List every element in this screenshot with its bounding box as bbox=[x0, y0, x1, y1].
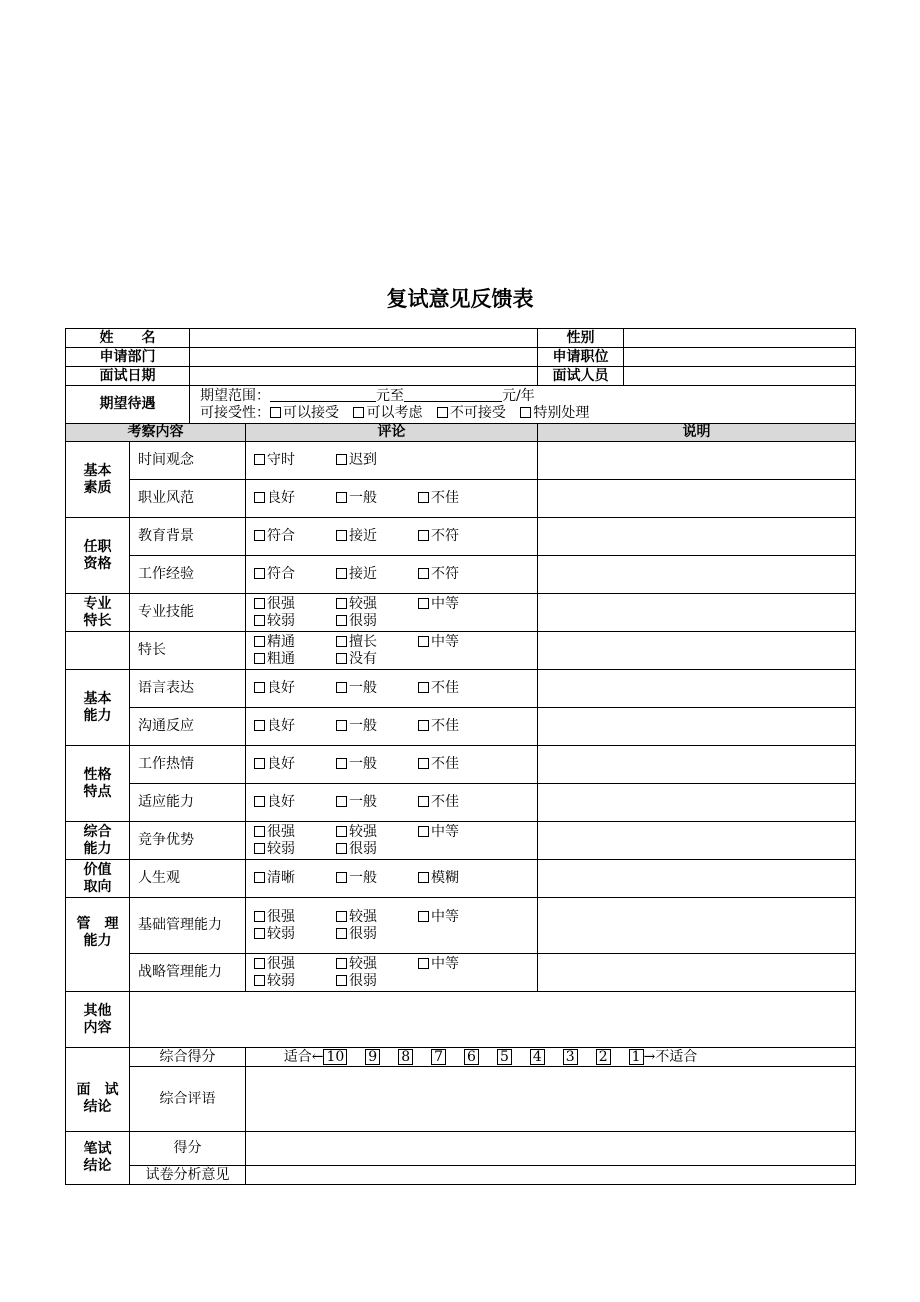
checkbox[interactable] bbox=[254, 636, 265, 647]
option-label: 不符 bbox=[431, 566, 459, 582]
item-lang: 语言表达 bbox=[130, 670, 246, 708]
position-label: 申请职位 bbox=[538, 348, 624, 367]
note-cell[interactable] bbox=[538, 480, 856, 518]
checkbox[interactable] bbox=[336, 454, 347, 465]
checkbox[interactable] bbox=[418, 796, 429, 807]
checkbox[interactable] bbox=[418, 826, 429, 837]
gender-field[interactable] bbox=[624, 329, 856, 348]
score-option[interactable]: 4 bbox=[530, 1049, 545, 1065]
item-comm: 沟通反应 bbox=[130, 708, 246, 746]
checkbox[interactable] bbox=[336, 720, 347, 731]
checkbox[interactable] bbox=[254, 492, 265, 503]
salary-field bbox=[190, 386, 856, 424]
note-cell[interactable] bbox=[538, 632, 856, 670]
yuan-year: 元/年 bbox=[502, 387, 535, 404]
section-written-conclusion: 笔试结论 bbox=[66, 1132, 130, 1185]
checkbox[interactable] bbox=[254, 928, 265, 939]
date-field[interactable] bbox=[190, 367, 538, 386]
checkbox[interactable] bbox=[254, 568, 265, 579]
salary-label: 期望待遇 bbox=[66, 386, 190, 424]
note-cell[interactable] bbox=[538, 442, 856, 480]
checkbox[interactable] bbox=[336, 911, 347, 922]
opts-basic-mgmt bbox=[246, 898, 538, 954]
option-label: 良好 bbox=[267, 680, 295, 696]
option-label: 很强 bbox=[267, 823, 295, 840]
checkbox[interactable] bbox=[336, 530, 347, 541]
accept-label: 可接受性： bbox=[200, 404, 270, 421]
section-management: 管 理能力 bbox=[66, 898, 130, 992]
checkbox[interactable] bbox=[254, 843, 265, 854]
score-option[interactable]: 2 bbox=[596, 1049, 611, 1065]
option-label: 不符 bbox=[431, 528, 459, 544]
option-label: 很弱 bbox=[349, 925, 377, 942]
item-strategic-mgmt: 战略管理能力 bbox=[130, 954, 246, 992]
option-label: 接近 bbox=[349, 566, 377, 582]
option-label: 良好 bbox=[267, 490, 295, 506]
empty-cell bbox=[66, 632, 130, 670]
dept-label: 申请部门 bbox=[66, 348, 190, 367]
score-option[interactable]: 7 bbox=[431, 1049, 446, 1065]
option-label: 良好 bbox=[267, 756, 295, 772]
checkbox[interactable] bbox=[418, 758, 429, 769]
checkbox[interactable] bbox=[254, 826, 265, 837]
option-label: 良好 bbox=[267, 794, 295, 810]
option-label: 很弱 bbox=[349, 972, 377, 989]
checkbox[interactable] bbox=[418, 682, 429, 693]
checkbox[interactable] bbox=[336, 492, 347, 503]
checkbox[interactable] bbox=[254, 911, 265, 922]
note-cell[interactable] bbox=[538, 822, 856, 860]
score-scale bbox=[246, 1048, 856, 1067]
option-label: 守时 bbox=[267, 452, 295, 468]
checkbox[interactable] bbox=[254, 454, 265, 465]
scale-right-label: →不适合 bbox=[643, 1048, 698, 1065]
checkbox[interactable] bbox=[254, 615, 265, 626]
checkbox[interactable] bbox=[336, 843, 347, 854]
option-label: 中等 bbox=[431, 908, 459, 925]
checkbox[interactable] bbox=[520, 407, 531, 418]
option-label: 一般 bbox=[349, 490, 377, 506]
option-label: 较强 bbox=[349, 955, 377, 972]
checkbox[interactable] bbox=[437, 407, 448, 418]
option-label: 不佳 bbox=[431, 794, 459, 810]
section-interview-conclusion: 面 试结论 bbox=[66, 1067, 130, 1132]
option-label: 特别处理 bbox=[533, 404, 590, 421]
checkbox[interactable] bbox=[418, 568, 429, 579]
option-label: 符合 bbox=[267, 528, 295, 544]
checkbox[interactable] bbox=[418, 958, 429, 969]
option-label: 较弱 bbox=[267, 925, 295, 942]
overall-comment-field[interactable] bbox=[246, 1067, 856, 1132]
checkbox[interactable] bbox=[254, 530, 265, 541]
note-cell[interactable] bbox=[538, 708, 856, 746]
item-work: 工作经验 bbox=[130, 556, 246, 594]
note-cell[interactable] bbox=[538, 898, 856, 954]
yuan-to: 元至 bbox=[376, 387, 404, 404]
option-label: 较强 bbox=[349, 823, 377, 840]
checkbox[interactable] bbox=[418, 636, 429, 647]
section-qualification: 任职资格 bbox=[66, 518, 130, 594]
section-basic-ability: 基本能力 bbox=[66, 670, 130, 746]
section-personality: 性格特点 bbox=[66, 746, 130, 822]
min-salary-input[interactable] bbox=[270, 389, 376, 402]
note-cell[interactable] bbox=[538, 518, 856, 556]
checkbox[interactable] bbox=[418, 492, 429, 503]
score-option[interactable]: 5 bbox=[497, 1049, 512, 1065]
opts-talent bbox=[246, 632, 538, 670]
section-basic-quality: 基本素质 bbox=[66, 442, 130, 518]
item-style: 职业风范 bbox=[130, 480, 246, 518]
interviewer-label: 面试人员 bbox=[538, 367, 624, 386]
option-label: 不可接受 bbox=[449, 404, 506, 421]
checkbox[interactable] bbox=[254, 682, 265, 693]
checkbox[interactable] bbox=[254, 758, 265, 769]
section-specialty: 专业特长 bbox=[66, 594, 130, 632]
date-label: 面试日期 bbox=[66, 367, 190, 386]
note-cell[interactable] bbox=[538, 670, 856, 708]
range-label: 期望范围： bbox=[200, 387, 270, 404]
option-label: 不佳 bbox=[431, 756, 459, 772]
other-field[interactable] bbox=[130, 992, 856, 1048]
checkbox[interactable] bbox=[254, 872, 265, 883]
score-option[interactable]: 8 bbox=[398, 1049, 413, 1065]
checkbox[interactable] bbox=[336, 568, 347, 579]
item-talent: 特长 bbox=[130, 632, 246, 670]
opts-edu bbox=[246, 518, 538, 556]
option-label: 中等 bbox=[431, 823, 459, 840]
item-adapt: 适应能力 bbox=[130, 784, 246, 822]
checkbox[interactable] bbox=[336, 615, 347, 626]
checkbox[interactable] bbox=[336, 796, 347, 807]
checkbox[interactable] bbox=[336, 826, 347, 837]
option-label: 中等 bbox=[431, 955, 459, 972]
option-label: 很强 bbox=[267, 955, 295, 972]
checkbox[interactable] bbox=[418, 720, 429, 731]
option-label: 没有 bbox=[349, 650, 377, 667]
scale-left-label: 适合← bbox=[283, 1048, 324, 1065]
empty-cell bbox=[66, 1048, 130, 1067]
score-option[interactable]: 9 bbox=[365, 1049, 380, 1065]
checkbox[interactable] bbox=[336, 636, 347, 647]
option-label: 精通 bbox=[267, 633, 295, 650]
score-option[interactable]: 10 bbox=[323, 1049, 347, 1065]
option-label: 不佳 bbox=[431, 490, 459, 506]
option-label: 一般 bbox=[349, 756, 377, 772]
dept-field[interactable] bbox=[190, 348, 538, 367]
option-label: 一般 bbox=[349, 870, 377, 886]
opts-time bbox=[246, 442, 538, 480]
opts-strategic-mgmt bbox=[246, 954, 538, 992]
option-label: 可以接受 bbox=[283, 404, 339, 421]
checkbox[interactable] bbox=[254, 720, 265, 731]
opts-passion bbox=[246, 746, 538, 784]
name-field[interactable] bbox=[190, 329, 538, 348]
option-label: 迟到 bbox=[349, 452, 377, 468]
checkbox[interactable] bbox=[336, 975, 347, 986]
item-skill: 专业技能 bbox=[130, 594, 246, 632]
checkbox[interactable] bbox=[336, 958, 347, 969]
page-title: 复试意见反馈表 bbox=[386, 287, 534, 311]
checkbox[interactable] bbox=[336, 598, 347, 609]
score-option[interactable]: 1 bbox=[629, 1049, 644, 1065]
item-paper-analysis: 试卷分析意见 bbox=[130, 1166, 246, 1185]
option-label: 不佳 bbox=[431, 718, 459, 734]
note-cell[interactable] bbox=[538, 594, 856, 632]
checkbox[interactable] bbox=[254, 598, 265, 609]
opts-skill bbox=[246, 594, 538, 632]
feedback-form-table bbox=[65, 328, 856, 1185]
option-label: 一般 bbox=[349, 794, 377, 810]
item-total-score: 综合得分 bbox=[130, 1048, 246, 1067]
gender-label: 性别 bbox=[538, 329, 624, 348]
option-label: 很弱 bbox=[349, 840, 377, 857]
checkbox[interactable] bbox=[254, 975, 265, 986]
checkbox[interactable] bbox=[336, 928, 347, 939]
item-score: 得分 bbox=[130, 1132, 246, 1166]
note-cell[interactable] bbox=[538, 746, 856, 784]
opts-work bbox=[246, 556, 538, 594]
score-option[interactable]: 3 bbox=[563, 1049, 578, 1065]
option-label: 很强 bbox=[267, 595, 295, 612]
checkbox[interactable] bbox=[254, 958, 265, 969]
option-label: 擅长 bbox=[349, 633, 377, 650]
note-cell[interactable] bbox=[538, 860, 856, 898]
opts-lang bbox=[246, 670, 538, 708]
item-time: 时间观念 bbox=[130, 442, 246, 480]
option-label: 可以考虑 bbox=[366, 404, 423, 421]
score-option[interactable]: 6 bbox=[464, 1049, 479, 1065]
opts-style bbox=[246, 480, 538, 518]
interviewer-field[interactable] bbox=[624, 367, 856, 386]
option-label: 较弱 bbox=[267, 972, 295, 989]
option-label: 良好 bbox=[267, 718, 295, 734]
option-label: 一般 bbox=[349, 680, 377, 696]
option-label: 很弱 bbox=[349, 612, 377, 629]
opts-life bbox=[246, 860, 538, 898]
section-comprehensive: 综合能力 bbox=[66, 822, 130, 860]
item-passion: 工作热情 bbox=[130, 746, 246, 784]
option-label: 较弱 bbox=[267, 840, 295, 857]
note-cell[interactable] bbox=[538, 954, 856, 992]
option-label: 较强 bbox=[349, 908, 377, 925]
checkbox[interactable] bbox=[336, 682, 347, 693]
option-label: 粗通 bbox=[267, 650, 295, 667]
content-header: 考察内容 bbox=[66, 424, 246, 442]
opts-adapt bbox=[246, 784, 538, 822]
note-header: 说明 bbox=[538, 424, 856, 442]
item-compete: 竞争优势 bbox=[130, 822, 246, 860]
position-field[interactable] bbox=[624, 348, 856, 367]
section-other: 其他内容 bbox=[66, 992, 130, 1048]
item-overall-comment: 综合评语 bbox=[130, 1067, 246, 1132]
option-label: 较强 bbox=[349, 595, 377, 612]
option-label: 模糊 bbox=[431, 870, 459, 886]
checkbox[interactable] bbox=[418, 530, 429, 541]
opts-compete bbox=[246, 822, 538, 860]
section-values: 价值取向 bbox=[66, 860, 130, 898]
checkbox[interactable] bbox=[418, 911, 429, 922]
paper-analysis-field[interactable] bbox=[246, 1166, 856, 1185]
option-label: 中等 bbox=[431, 595, 459, 612]
checkbox[interactable] bbox=[336, 872, 347, 883]
checkbox[interactable] bbox=[336, 758, 347, 769]
checkbox[interactable] bbox=[418, 872, 429, 883]
option-label: 一般 bbox=[349, 718, 377, 734]
item-edu: 教育背景 bbox=[130, 518, 246, 556]
option-label: 清晰 bbox=[267, 870, 295, 886]
comment-header: 评论 bbox=[246, 424, 538, 442]
option-label: 很强 bbox=[267, 908, 295, 925]
checkbox[interactable] bbox=[353, 407, 364, 418]
checkbox[interactable] bbox=[254, 796, 265, 807]
score-field[interactable] bbox=[246, 1132, 856, 1166]
note-cell[interactable] bbox=[538, 784, 856, 822]
option-label: 符合 bbox=[267, 566, 295, 582]
note-cell[interactable] bbox=[538, 556, 856, 594]
checkbox[interactable] bbox=[418, 598, 429, 609]
name-label: 姓 名 bbox=[66, 329, 190, 348]
option-label: 接近 bbox=[349, 528, 377, 544]
option-label: 不佳 bbox=[431, 680, 459, 696]
option-label: 中等 bbox=[431, 633, 459, 650]
checkbox[interactable] bbox=[336, 653, 347, 664]
opts-comm bbox=[246, 708, 538, 746]
max-salary-input[interactable] bbox=[404, 389, 502, 402]
item-life: 人生观 bbox=[130, 860, 246, 898]
item-basic-mgmt: 基础管理能力 bbox=[130, 898, 246, 954]
checkbox[interactable] bbox=[270, 407, 281, 418]
option-label: 较弱 bbox=[267, 612, 295, 629]
checkbox[interactable] bbox=[254, 653, 265, 664]
